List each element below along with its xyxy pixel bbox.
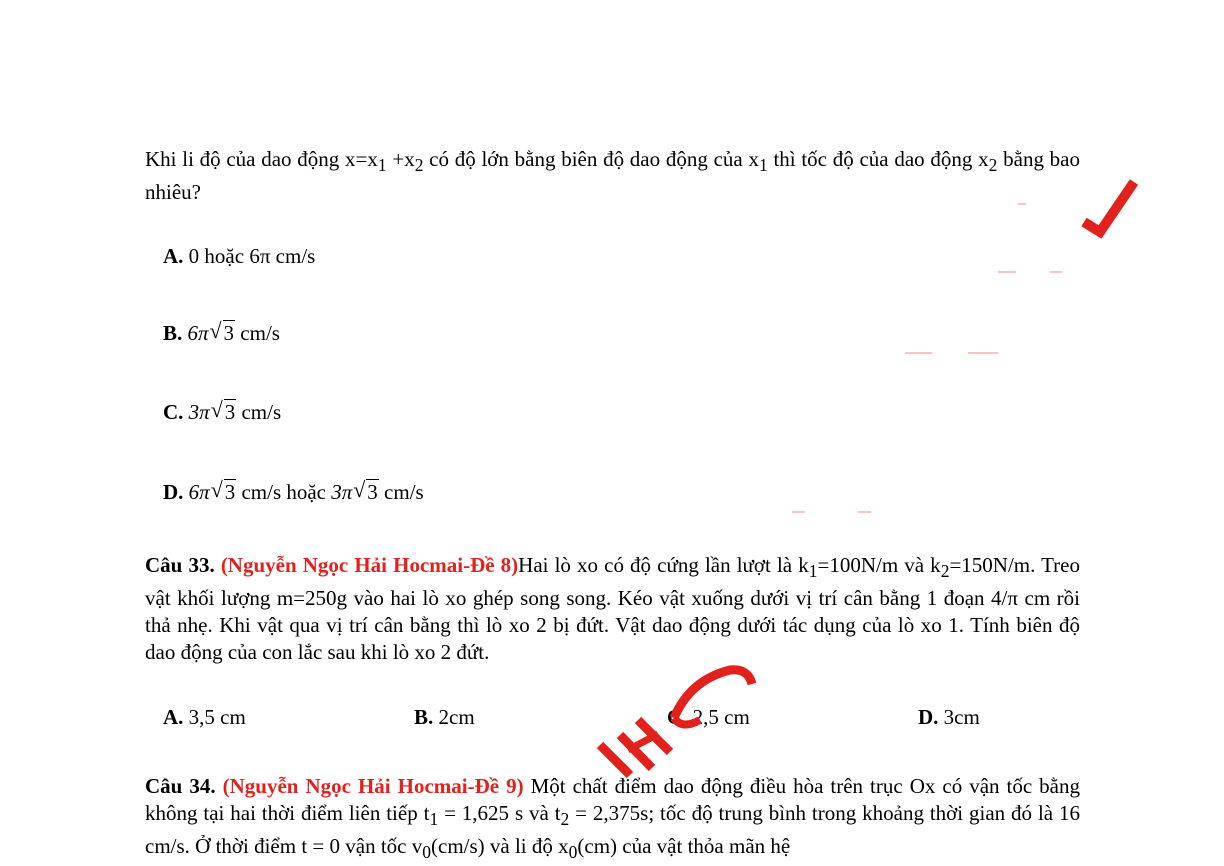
question-text: = 2,375s; tốc độ trung bình trong khoảng thời gian đó là 16 cm/s. Ở thời điểm t = 0 vận tốc v [145, 801, 1080, 859]
option-label: C. [667, 705, 688, 729]
radicand: 3 [367, 480, 378, 504]
option-label: D. [163, 480, 184, 504]
radicand: 3 [223, 321, 235, 345]
math-coefficient: 3π [188, 400, 210, 424]
q33-option-c[interactable] [667, 704, 750, 731]
question-source: (Nguyễn Ngọc Hải Hocmai-Đề 9) [222, 774, 524, 798]
option-unit: cm/s [241, 400, 282, 424]
sqrt-symbol: √ 3 [209, 318, 235, 345]
sqrt-symbol: √ 3 [210, 477, 236, 504]
stem-text: bằng bao nhiêu? [145, 147, 1080, 205]
subscript: 2 [560, 809, 570, 830]
option-label: C. [163, 400, 184, 424]
question-text: =100N/m và k [817, 553, 941, 577]
q32-option-b[interactable] [163, 320, 280, 347]
subscript: 1 [758, 155, 768, 176]
stem-text: thì tốc độ của dao động [767, 147, 973, 171]
subscript: 0 [568, 842, 578, 863]
sqrt-symbol: √ 3 [353, 477, 378, 504]
subscript: 2 [988, 155, 998, 176]
radicand: 3 [224, 400, 236, 424]
q32-option-a[interactable] [163, 243, 315, 270]
math-coefficient: 6π [188, 480, 210, 504]
question-text: (cm) của vật thỏa mãn hệ [577, 834, 791, 859]
option-text: 2cm [438, 705, 475, 729]
option-text: 0 hoặc 6π cm/s [188, 244, 316, 268]
q32-option-d[interactable] [163, 479, 424, 506]
option-label: B. [414, 705, 434, 729]
math-coefficient: 6π [187, 321, 209, 345]
subscript: 0 [422, 842, 431, 863]
watermark-check-mark [1070, 170, 1140, 245]
option-text: 3,5 cm [188, 705, 246, 729]
question-34 [145, 773, 1080, 866]
subscript: 1 [377, 155, 387, 176]
question-number: Câu 34. [145, 774, 216, 798]
option-text: cm/s hoặc [241, 480, 327, 504]
radicand: 3 [224, 480, 236, 504]
option-label: B. [163, 321, 183, 345]
stem-text: có độ lớn bằng biên độ dao động của x [423, 147, 759, 171]
subscript: 2 [940, 561, 950, 582]
option-text: 2,5 cm [692, 705, 750, 729]
question-text: Một chất điểm dao động điều hòa trên trục Ox có vận tốc bằng không tại hai thời điểm liên tiếp t [145, 774, 1080, 825]
option-unit: cm/s [384, 480, 424, 504]
option-label: A. [163, 244, 184, 268]
stem-text: x [978, 147, 989, 171]
subscript: 2 [414, 155, 424, 176]
question-source: (Nguyễn Ngọc Hải Hocmai-Đề 8) [220, 553, 519, 577]
stem-text: Khi li độ của dao động x=x [145, 147, 378, 171]
question-text: Hai lò xo có độ cứng lần lượt là k [518, 553, 809, 577]
option-text: 3cm [943, 705, 980, 729]
subscript: 1 [429, 809, 439, 830]
question-text: = 1,625 s và t [438, 801, 561, 825]
q33-option-a[interactable] [163, 704, 246, 731]
question-32-stem [145, 146, 1080, 206]
q32-option-c[interactable] [163, 399, 281, 426]
option-label: A. [163, 705, 184, 729]
question-33 [145, 552, 1080, 666]
q33-option-b[interactable] [414, 704, 475, 731]
math-coefficient: 3π [331, 480, 353, 504]
q33-option-d[interactable] [918, 704, 980, 731]
stem-text: +x [386, 147, 415, 171]
subscript: 1 [808, 561, 818, 582]
question-text: (cm/s) và li độ x [431, 834, 569, 859]
sqrt-symbol: √ 3 [210, 397, 236, 424]
question-text: =150N/m. Treo vật khối lượng m=250g vào hai lò xo ghép song song. Kéo vật xuống dưới vị trí cân bằng 1 đoạn 4/π cm rồi thả nhẹ. Khi vật qua vị trí cân bằng thì lò xo 2 bị đứt. Vật dao động dưới tác dụng của lò xo 1. Tính biên độ dao động của con lắc sau khi lò xo 2 đứt. [145, 553, 1080, 665]
question-number: Câu 33. [145, 553, 215, 577]
option-unit: cm/s [240, 321, 280, 345]
option-label: D. [918, 705, 939, 729]
